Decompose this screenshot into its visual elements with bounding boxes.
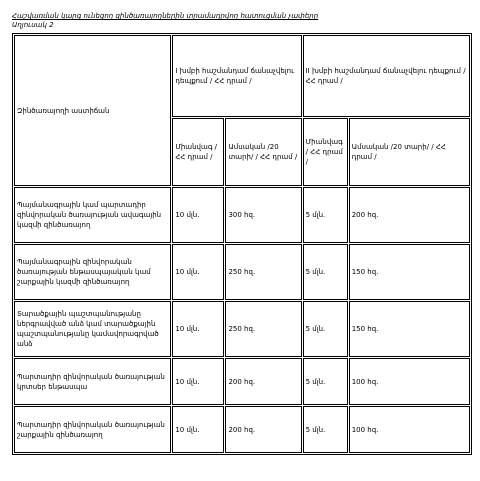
group2-lump-sum-cell: 5 մլն. [303,301,348,357]
document-title: Հաշվառման կարգ ունեցող զինծառայողներին տրամադրվող հատուցման չափերը [12,12,319,20]
group1-lump-sum-cell: 10 մլն. [172,358,224,405]
group2-lump-sum-cell: 5 մլն. [303,358,348,405]
group1-monthly-cell: 250 հզ. [225,244,301,300]
group1-lump-sum-cell: 10 մլն. [172,406,224,453]
group1-monthly-cell: 250 հզ. [225,301,301,357]
group2-lump-sum-cell: 5 մլն. [303,406,348,453]
group1-monthly-cell: 300 հզ. [225,187,301,243]
group1-header: I խմբի հաշմանդամ ճանաչվելու դեպքում / ՀՀ դրամ / [172,35,301,117]
table-row [14,406,470,453]
group2-lump-sum-cell: 5 մլն. [303,244,348,300]
table-row [14,301,470,357]
group2-monthly-cell: 150 հզ. [349,301,470,357]
group1-lump-sum-cell: 10 մլն. [172,244,224,300]
group2-lump-sum-header: Միանվագ / ՀՀ դրամ / [303,118,348,186]
rank-cell: Պարտադիր զինվորական ծառայության կրտսեր ենթասպա [14,358,171,405]
rank-cell: Պայմանագրային կամ պարտադիր զինվորական ծառայության ավագային կազմի զինծառայող [14,187,171,243]
table-row [14,187,470,243]
group1-monthly-header: Ամսական /20 տարի/ / ՀՀ դրամ / [225,118,301,186]
group1-lump-sum-cell: 10 մլն. [172,187,224,243]
group1-lump-sum-header: Միանվագ / ՀՀ դրամ / [172,118,224,186]
document-subtitle: Աղյուսակ 2 [12,21,54,29]
table-header-row [14,35,470,117]
compensation-table [12,33,472,455]
group2-monthly-cell: 200 հզ. [349,187,470,243]
document [12,12,472,455]
group2-monthly-header: Ամսական /20 տարի/ / ՀՀ դրամ / [349,118,470,186]
group1-monthly-cell: 200 հզ. [225,406,301,453]
rank-cell: Տարածքային պաշտպանությանը ներգրավված անձ կամ տարածքային պաշտպանությանը կամավորագրված անձ [14,301,171,357]
group2-lump-sum-cell: 5 մլն. [303,187,348,243]
table-row [14,244,470,300]
rank-cell: Պայմանագրային զինվորական ծառայության ենթասպայական կամ շարքային կազմի զինծառայող [14,244,171,300]
group2-header: II խմբի հաշմանդամ ճանաչվելու դեպքում / ՀՀ դրամ / [303,35,470,117]
group2-monthly-cell: 100 հզ. [349,358,470,405]
rank-cell: Պարտադիր զինվորական ծառայության շարքային զինծառայող [14,406,171,453]
group1-lump-sum-cell: 10 մլն. [172,301,224,357]
group1-monthly-cell: 200 հզ. [225,358,301,405]
group2-monthly-cell: 100 հզ. [349,406,470,453]
group2-monthly-cell: 150 հզ. [349,244,470,300]
table-row [14,358,470,405]
rank-column-header: Զինծառայողի աստիճան [14,35,171,186]
